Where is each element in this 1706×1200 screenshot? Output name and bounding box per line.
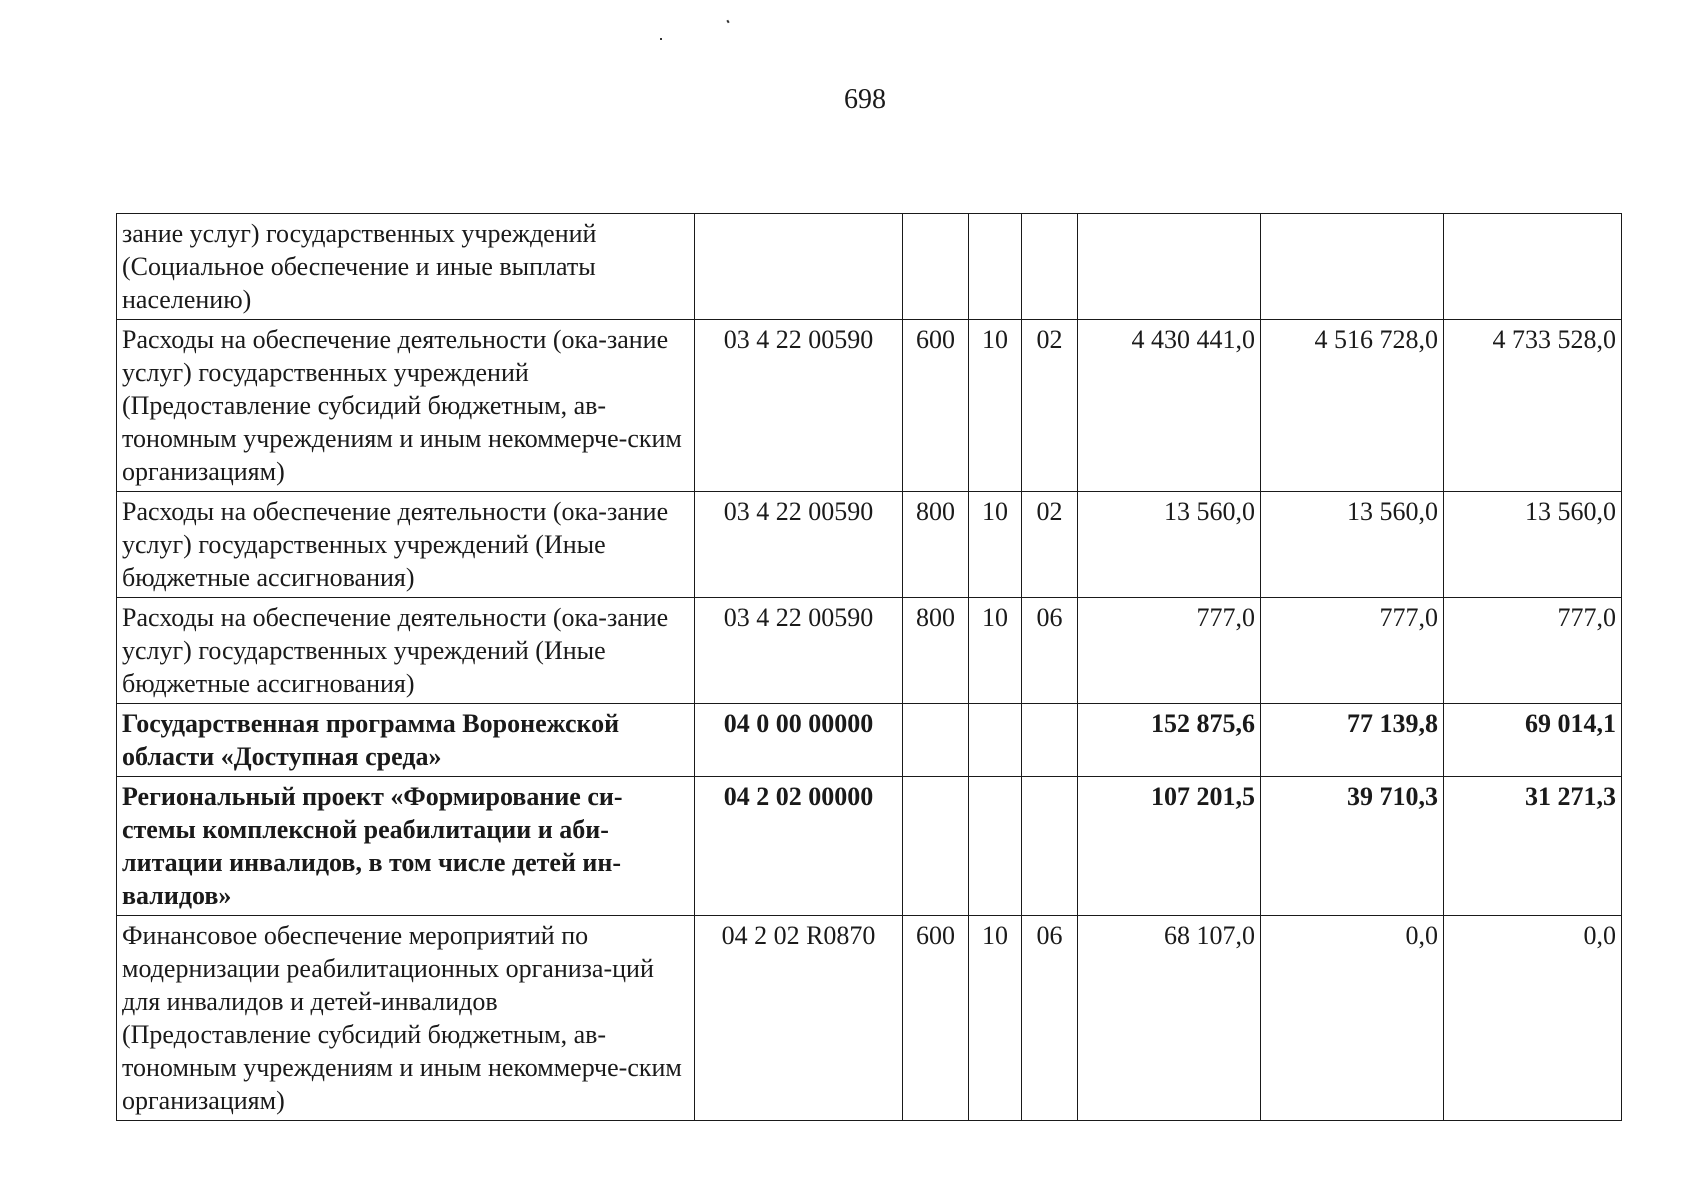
- amount-year-3: [1444, 214, 1622, 320]
- scan-speck: [726, 20, 729, 24]
- amount-year-2: 13 560,0: [1261, 492, 1444, 598]
- row-name: Государственная программа Воронежской области «Доступная среда»: [117, 704, 695, 777]
- budget-table: [116, 213, 1622, 1121]
- target-article-code: 03 4 22 00590: [695, 598, 903, 704]
- row-name: Региональный проект «Формирование си-стемы комплексной реабилитации и аби-литации инвалидов, в том числе детей ин-валидов»: [117, 777, 695, 916]
- target-article-code: 03 4 22 00590: [695, 492, 903, 598]
- section-code: [969, 704, 1022, 777]
- section-code: [969, 214, 1022, 320]
- row-name: зание услуг) государственных учреждений (Социальное обеспечение и иные выплаты населению): [117, 214, 695, 320]
- target-article-code: 04 0 00 00000: [695, 704, 903, 777]
- row-name: Финансовое обеспечение мероприятий по модернизации реабилитационных организа-ций для инвалидов и детей-инвалидов (Предоставление субсидий бюджетным, ав-тономным учреждениям и иным некоммерче-ским организациям): [117, 916, 695, 1121]
- subsection-code: 06: [1022, 598, 1078, 704]
- amount-year-2: 77 139,8: [1261, 704, 1444, 777]
- amount-year-3: 4 733 528,0: [1444, 320, 1622, 492]
- table-row: [117, 704, 1622, 777]
- table-row: [117, 492, 1622, 598]
- expense-type-code: [903, 777, 969, 916]
- amount-year-2: 777,0: [1261, 598, 1444, 704]
- row-name: Расходы на обеспечение деятельности (ока-зание услуг) государственных учреждений (Предоставление субсидий бюджетным, ав-тономным учреждениям и иным некоммерче-ским организациям): [117, 320, 695, 492]
- amount-year-1: [1078, 214, 1261, 320]
- amount-year-3: 0,0: [1444, 916, 1622, 1121]
- amount-year-3: 777,0: [1444, 598, 1622, 704]
- section-code: [969, 777, 1022, 916]
- expense-type-code: 800: [903, 598, 969, 704]
- expense-type-code: 800: [903, 492, 969, 598]
- subsection-code: 06: [1022, 916, 1078, 1121]
- amount-year-3: 13 560,0: [1444, 492, 1622, 598]
- table-row: [117, 777, 1622, 916]
- scan-speck: [660, 38, 662, 40]
- expense-type-code: [903, 214, 969, 320]
- amount-year-2: 4 516 728,0: [1261, 320, 1444, 492]
- table-row: [117, 598, 1622, 704]
- table-row: [117, 214, 1622, 320]
- row-name: Расходы на обеспечение деятельности (ока-зание услуг) государственных учреждений (Иные бюджетные ассигнования): [117, 598, 695, 704]
- amount-year-1: 152 875,6: [1078, 704, 1261, 777]
- subsection-code: 02: [1022, 492, 1078, 598]
- target-article-code: [695, 214, 903, 320]
- expense-type-code: 600: [903, 916, 969, 1121]
- amount-year-1: 777,0: [1078, 598, 1261, 704]
- amount-year-2: 39 710,3: [1261, 777, 1444, 916]
- table-row: [117, 320, 1622, 492]
- table-row: [117, 916, 1622, 1121]
- expense-type-code: [903, 704, 969, 777]
- subsection-code: [1022, 704, 1078, 777]
- subsection-code: [1022, 214, 1078, 320]
- amount-year-2: [1261, 214, 1444, 320]
- subsection-code: 02: [1022, 320, 1078, 492]
- subsection-code: [1022, 777, 1078, 916]
- row-name: Расходы на обеспечение деятельности (ока-зание услуг) государственных учреждений (Иные бюджетные ассигнования): [117, 492, 695, 598]
- section-code: 10: [969, 598, 1022, 704]
- amount-year-1: 68 107,0: [1078, 916, 1261, 1121]
- target-article-code: 03 4 22 00590: [695, 320, 903, 492]
- target-article-code: 04 2 02 00000: [695, 777, 903, 916]
- target-article-code: 04 2 02 R0870: [695, 916, 903, 1121]
- expense-type-code: 600: [903, 320, 969, 492]
- amount-year-1: 13 560,0: [1078, 492, 1261, 598]
- page-number: 698: [844, 84, 886, 115]
- amount-year-1: 4 430 441,0: [1078, 320, 1261, 492]
- amount-year-1: 107 201,5: [1078, 777, 1261, 916]
- section-code: 10: [969, 492, 1022, 598]
- section-code: 10: [969, 916, 1022, 1121]
- amount-year-2: 0,0: [1261, 916, 1444, 1121]
- amount-year-3: 31 271,3: [1444, 777, 1622, 916]
- amount-year-3: 69 014,1: [1444, 704, 1622, 777]
- section-code: 10: [969, 320, 1022, 492]
